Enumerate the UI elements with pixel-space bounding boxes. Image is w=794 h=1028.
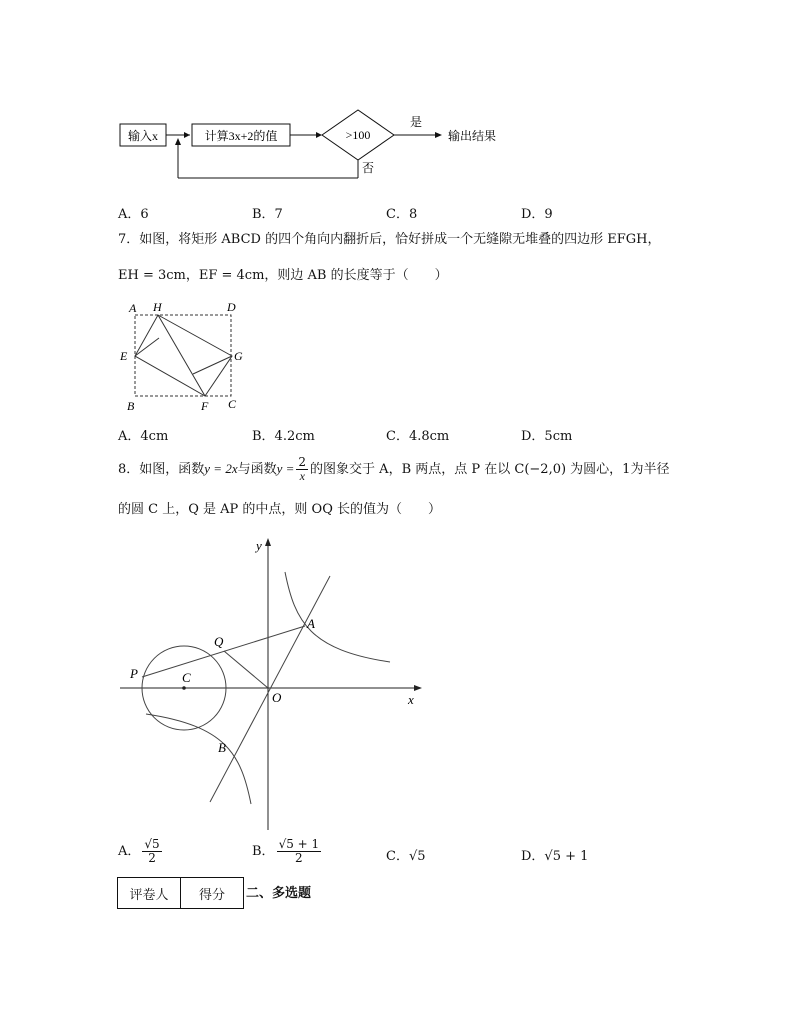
score-table [117, 877, 244, 909]
q8-label-b: B [218, 740, 226, 755]
q8-option-b-num: √5 + 1 [278, 837, 320, 851]
condition-label: >100 [345, 128, 371, 142]
q8-eq2-num: 2 [298, 455, 307, 469]
q6-option-d: D．9 [521, 207, 553, 222]
score-cell: 得分 [181, 878, 244, 909]
q8-option-a-num: √5 [144, 837, 160, 851]
q6-option-a: A．6 [118, 207, 149, 222]
q8-label-y: y [256, 538, 262, 553]
q8-line1-mid: 与函数 [237, 462, 277, 477]
input-box-label: 输入x [127, 129, 159, 143]
q7-text-line2: EH = 3cm，EF = 4cm，则边 AB 的长度等于（ ） [118, 268, 448, 283]
q7-option-d: D．5cm [521, 429, 573, 444]
q8-option-c: C．√5 [386, 849, 426, 864]
q8-option-b-fraction [277, 838, 322, 865]
q8-label-x: x [408, 692, 414, 707]
q7-rectangle-figure [115, 298, 250, 416]
q8-line1-prefix: 8．如图，函数 [118, 462, 205, 477]
q8-option-b-den: 2 [295, 851, 303, 865]
q8-text-line2: 的圆 C 上，Q 是 AP 的中点，则 OQ 长的值为（ ） [118, 502, 441, 517]
q7-option-b: B．4.2cm [252, 429, 315, 444]
q7-label-c: C [228, 397, 237, 411]
q8-option-a-prefix: A． [118, 844, 141, 859]
q7-label-h: H [153, 300, 162, 314]
q7-label-e: E [120, 349, 128, 363]
q6-option-b: B．7 [252, 207, 283, 222]
q8-eq2-lhs: y = [276, 461, 295, 476]
compute-box-label: 计算3x+2的值 [204, 129, 278, 143]
q8-label-p: P [130, 666, 138, 681]
q8-option-a [118, 838, 164, 865]
q8-text-line1 [118, 456, 669, 483]
q8-option-b-prefix: B． [252, 844, 275, 859]
q8-option-d: D．√5 + 1 [521, 849, 589, 864]
q7-option-c: C．4.8cm [386, 429, 450, 444]
q8-option-a-fraction [142, 838, 161, 865]
q7-label-g: G [234, 349, 243, 363]
q7-label-a: A [129, 301, 137, 315]
q6-option-c: C．8 [386, 207, 418, 222]
q8-coordinate-figure [120, 532, 430, 832]
q8-eq1: y = 2x [204, 461, 238, 476]
q7-label-d: D [227, 300, 236, 314]
q7-option-a: A．4cm [118, 429, 169, 444]
q7-label-f: F [201, 399, 209, 413]
output-label: 输出结果 [448, 129, 497, 143]
flowchart-diagram [110, 100, 530, 190]
q8-label-o: O [272, 690, 282, 705]
q8-eq2-fraction [296, 456, 308, 483]
section-title: 二、多选题 [246, 886, 312, 901]
reviewer-cell: 评卷人 [118, 878, 181, 909]
q7-text-line1: 7．如图，将矩形 ABCD 的四个角向内翻折后，恰好拼成一个无缝隙无堆叠的四边形 EFGH， [118, 232, 661, 247]
q7-label-b: B [127, 399, 135, 413]
q8-option-b [252, 838, 323, 865]
q8-line1-suffix: 的图象交于 A，B 两点，点 P 在以 C(−2,0) 为圆心，1为半径 [310, 462, 670, 477]
q8-option-a-den: 2 [148, 851, 156, 865]
yes-label: 是 [410, 115, 423, 129]
no-label: 否 [362, 161, 375, 175]
q8-label-c: C [182, 670, 191, 685]
q8-label-a: A [307, 616, 315, 631]
q8-label-q: Q [214, 634, 224, 649]
q8-eq2-den: x [299, 469, 305, 483]
